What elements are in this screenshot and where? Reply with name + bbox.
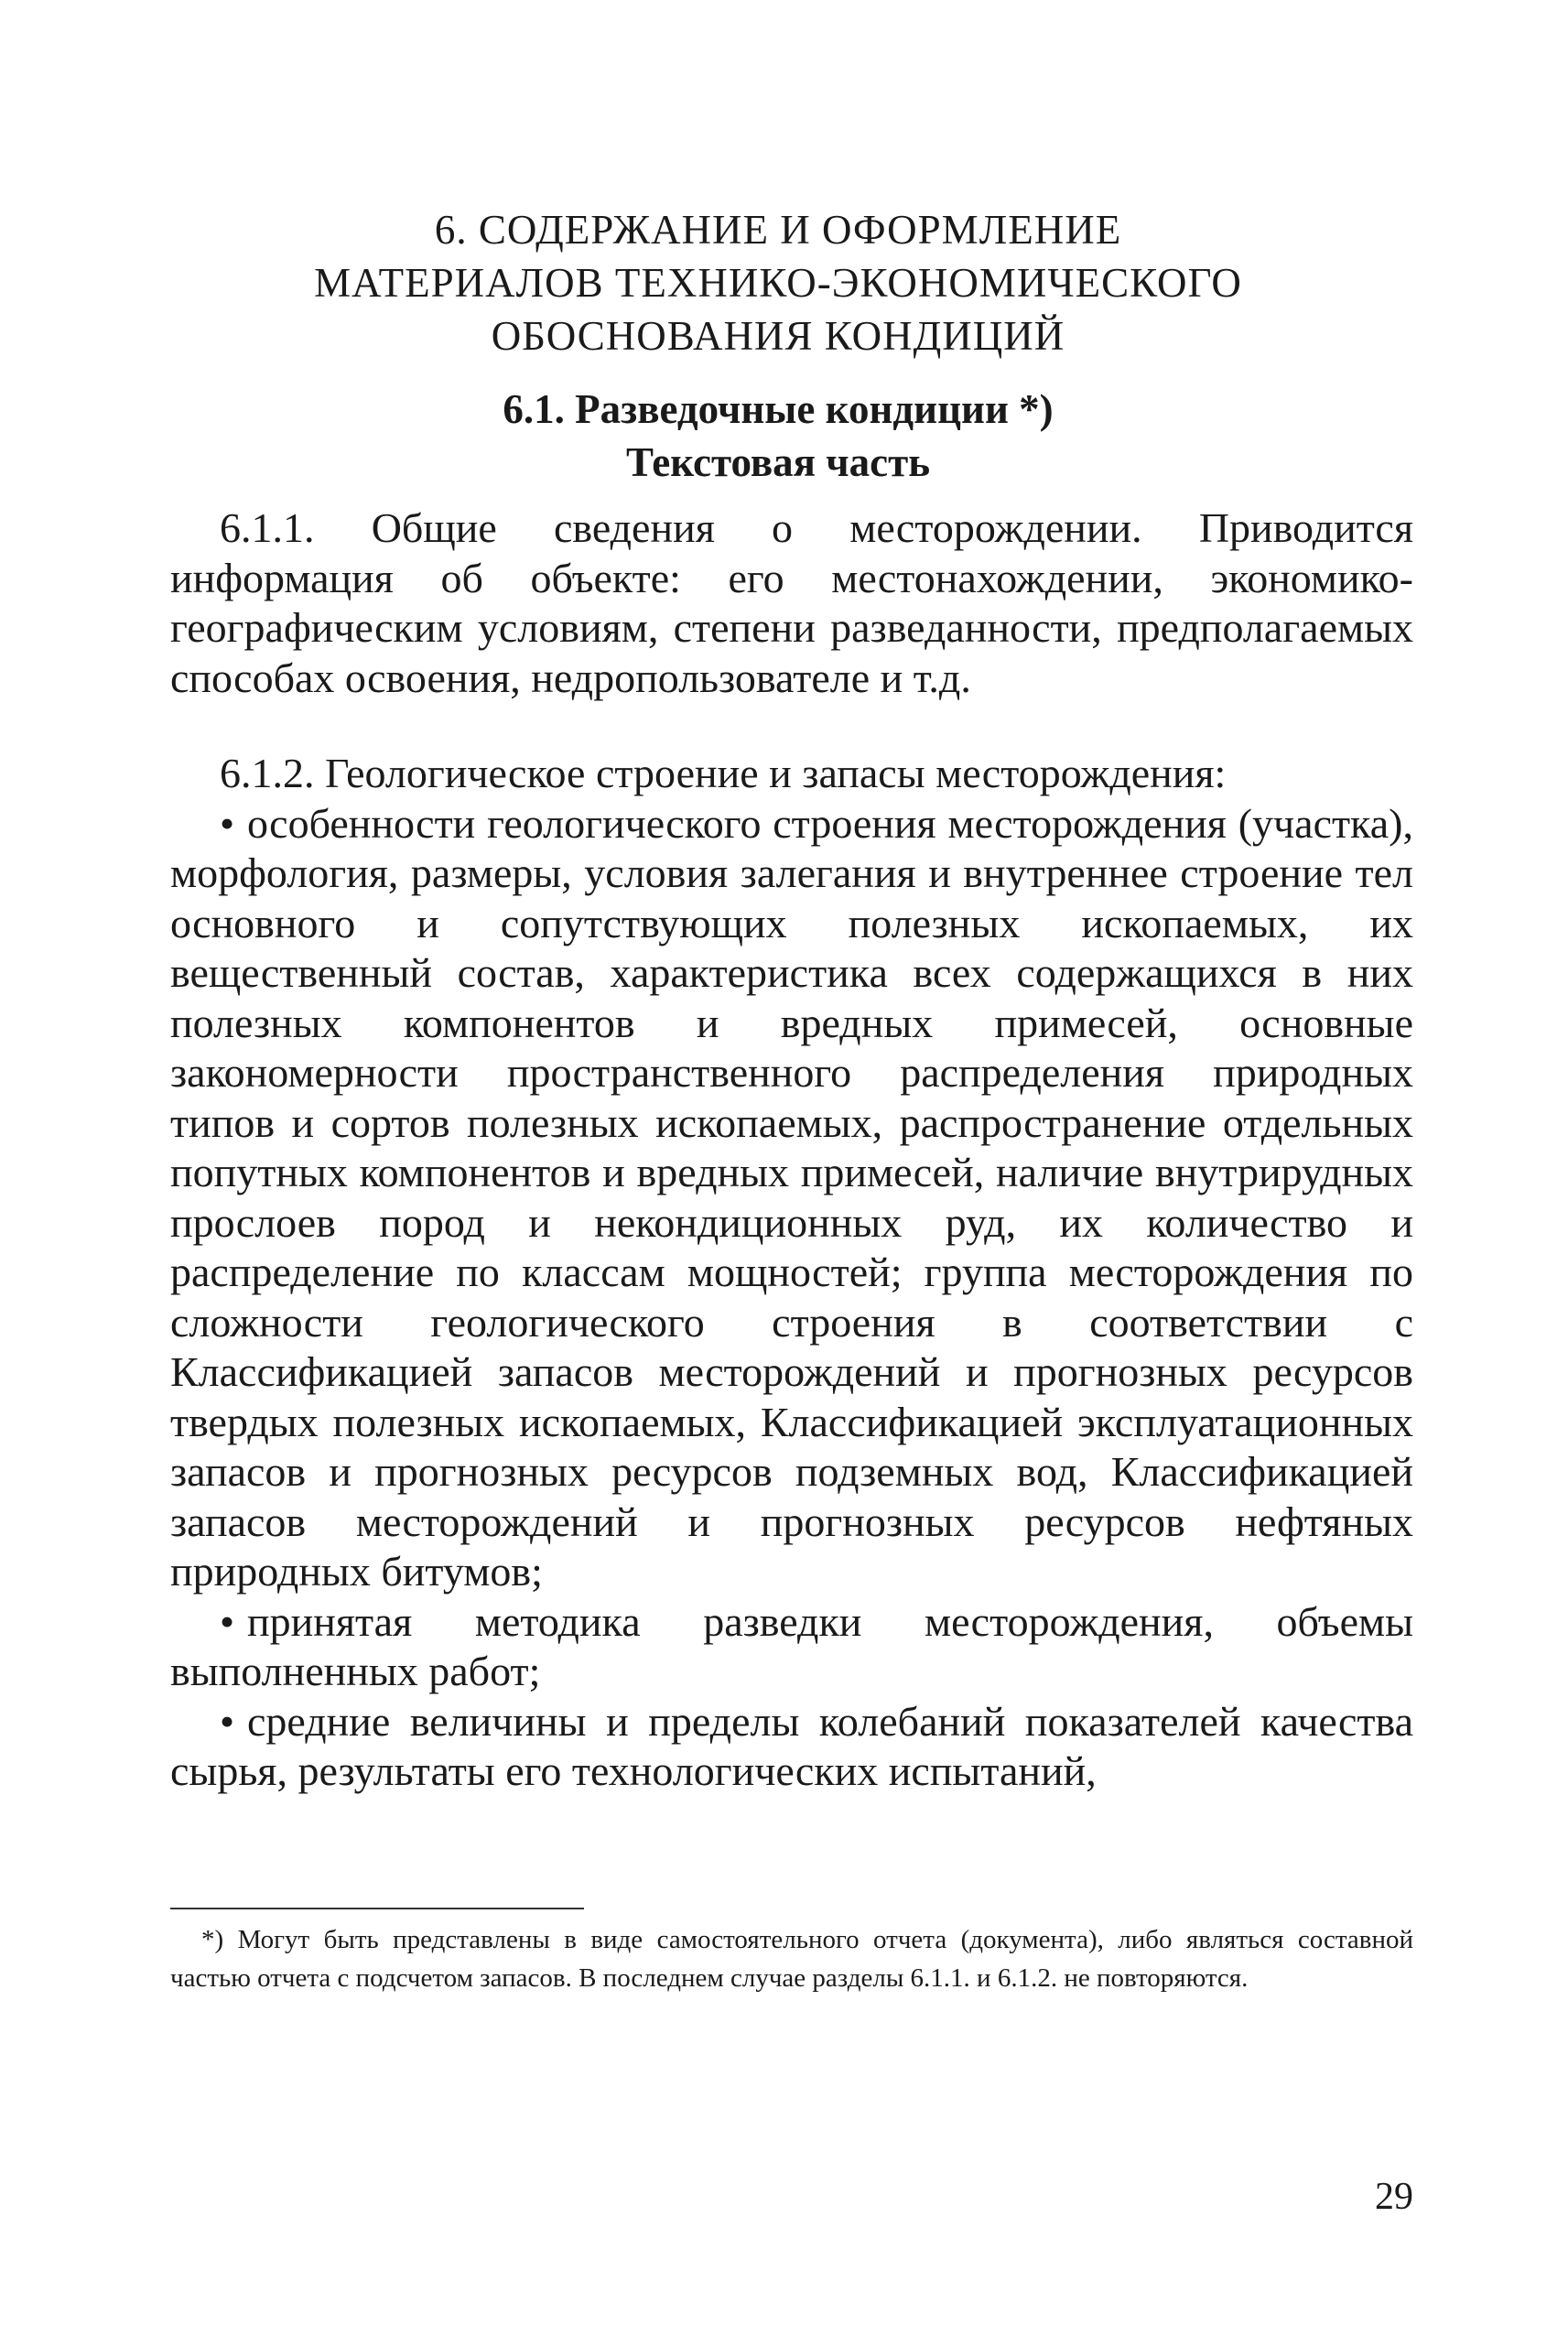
chapter-title-line: МАТЕРИАЛОВ ТЕХНИКО-ЭКОНОМИЧЕСКОГО (314, 260, 1242, 306)
chapter-title (275, 203, 1281, 362)
list-item (170, 1697, 1413, 1797)
paragraph-geology-intro: 6.1.2. Геологическое строение и запасы месторождения: (220, 750, 1227, 796)
section-6-1-1 (170, 503, 1413, 703)
list-item (170, 1597, 1413, 1697)
section-6-1-2 (170, 749, 1413, 1797)
chapter-title-line: 6. СОДЕРЖАНИЕ И ОФОРМЛЕНИЕ (434, 207, 1122, 253)
paragraph-general-info: 6.1.1. Общие сведения о месторождении. Приводится информация об объекте: его местонахождении, экономико-географическим условиям, степени разведанности, предполагаемых способах освоения, недропользователе и т.д. (170, 504, 1413, 701)
chapter-title-line: ОБОСНОВАНИЯ КОНДИЦИЙ (491, 313, 1065, 359)
page-number: 29 (1375, 2176, 1413, 2218)
section-heading-block (366, 383, 1190, 489)
list-item-text: особенности геологического строения месторождения (участка), морфология, размеры, условия залегания и внутреннее строение тел основного и сопутствующих полезных ископаемых, их вещественный состав, характеристика всех содержащихся в них полезных компонентов и вредных примесей, основные закономерности пространственного распределения природных типов и сортов полезных ископаемых, распространение отдельных попутных компонентов и вредных примесей, наличие внутрирудных прослоев пород и некондиционных руд, их количество и распределение по классам мощностей; группа месторождения по сложности геологического строения в соответствии с Классификацией запасов месторождений и прогнозных ресурсов твердых полезных ископаемых, Классификацией эксплуатационных запасов и прогнозных ресурсов подземных вод, Классификацией запасов месторождений и прогнозных ресурсов нефтяных природных битумов; (170, 799, 1413, 1595)
footnote: *) Могут быть представлены в виде самостоятельного отчета (документа), либо являться составной частью отчета с подсчетом запасов. В последнем случае разделы 6.1.1. и 6.1.2. не повторяются. (170, 1925, 1413, 1993)
list-item-text: принятая методика разведки месторождения, объемы выполненных работ; (170, 1597, 1413, 1694)
bullet-icon: • (220, 1697, 235, 1745)
footnote-divider (170, 1908, 584, 1909)
section-heading: 6.1. Разведочные кондиции *) (503, 386, 1054, 432)
bullet-icon: • (220, 1597, 235, 1645)
list-item (170, 799, 1413, 1597)
section-subheading: Текстовая часть (625, 439, 931, 485)
list-item-text: средние величины и пределы колебаний показателей качества сырья, результаты его технологических испытаний, (170, 1697, 1413, 1794)
bullet-icon: • (220, 799, 235, 847)
